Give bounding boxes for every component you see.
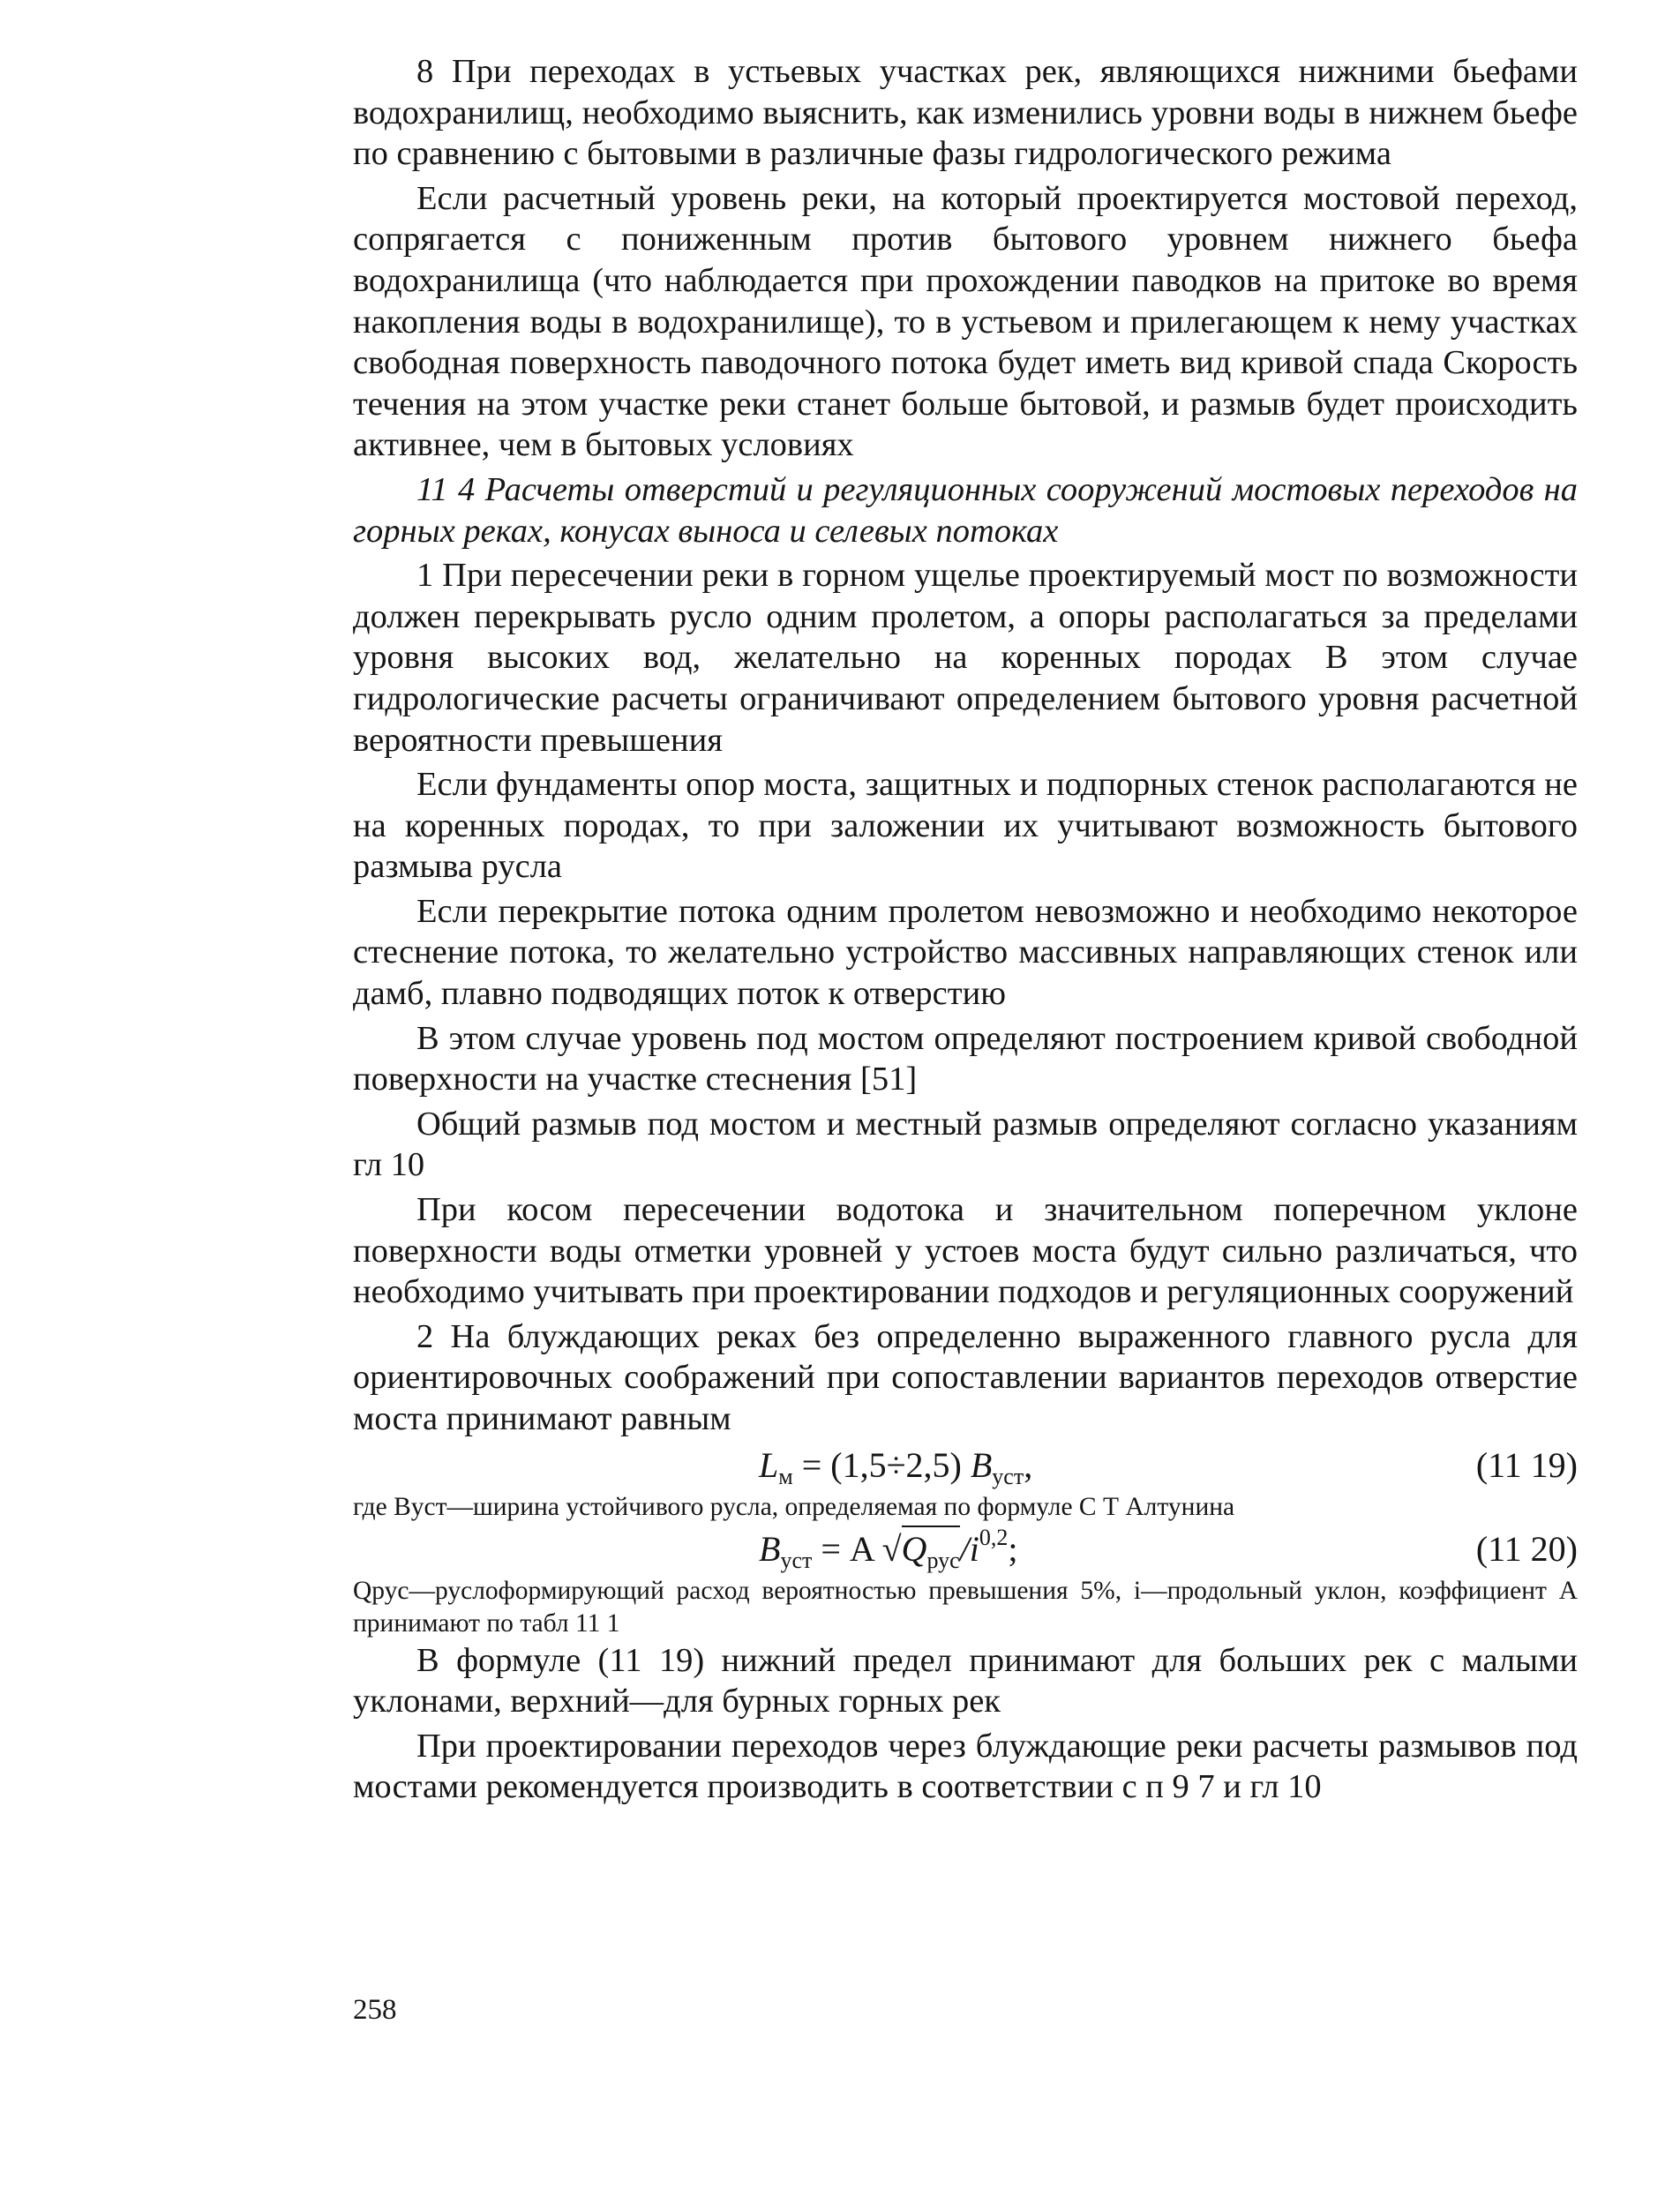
note-qrus: Qрус—руслоформирующий расход вероятностью превышения 5%, i—продольный уклон, коэффициент A принимают по табл 11 1 (353, 1576, 1578, 1638)
page-number: 258 (353, 1994, 397, 2026)
paragraph-level-under-bridge: В этом случае уровень под мостом определяют построением кривой свободной поверхности на участке стеснения [51] (353, 1019, 1578, 1098)
formula-11-20-number: (11 20) (1475, 1528, 1578, 1569)
paragraph-1: 1 При пересечении реки в горном ущелье проектируемый мост по возможности должен перекрывать русло одним пролетом, а опоры располагаться за пределами уровня высоких вод, желательно на коренных породах В этом случае гидрологические расчеты ограничивают определением бытового уровня расчетной вероятности превышения (353, 557, 1578, 759)
paragraph-2: 2 На блуждающих реках без определенно выраженного главного русла для ориентировочных соображений при сопоставлении вариантов переходов отверстие моста принимают равным (353, 1317, 1578, 1437)
note-bust: где Bуст—ширина устойчивого русла, определяемая по формуле С Т Алтунина (353, 1492, 1235, 1521)
page-body (353, 51, 1578, 1808)
paragraph-8: 8 При переходах в устьевых участках рек, являющихся нижними бьефами водохранилищ, необходимо выяснить, как изменились уровни воды в нижнем бьефе по сравнению с бытовыми в различные фазы гидрологического режима (353, 53, 1578, 173)
paragraph-overlap: Если перекрытие потока одним пролетом невозможно и необходимо некоторое стеснение потока, то желательно устройство массивных направляющих стенок или дамб, плавно подводящих поток к отверстию (353, 892, 1578, 1013)
paragraph-wandering-rivers: При проектировании переходов через блуждающие реки расчеты размывов под мостами рекомендуется производить в соответствии с п 9 7 и гл 10 (353, 1727, 1578, 1806)
paragraph-foundations: Если фундаменты опор моста, защитных и подпорных стенок располагаются не на коренных породах, то при заложении их учитывают возможность бытового размыва русла (353, 766, 1578, 886)
paragraph-formula-limits: В формуле (11 19) нижний предел принимают для больших рек с малыми уклонами, верхний—для бурных горных рек (353, 1641, 1578, 1720)
paragraph-oblique-crossing: При косом пересечении водотока и значительном поперечном уклоне поверхности воды отметки уровней у устоев моста будут сильно различаться, что необходимо учитывать при проектировании подходов и регуляционных сооружений (353, 1191, 1578, 1311)
formula-11-19 (353, 1445, 1578, 1491)
formula-11-20-expression: $B_{уст} = A$ $√Q_{рус}/i^{0,2}$; (759, 1524, 1018, 1573)
paragraph-scour: Общий размыв под мостом и местный размыв определяют согласно указаниям гл 10 (353, 1105, 1578, 1184)
formula-11-20 (353, 1524, 1578, 1575)
paragraph-level-note: Если расчетный уровень реки, на который проектируется мостовой переход, сопрягается с пониженным против бытового уровнем нижнего бьефа водохранилища (что наблюдается при прохождении паводков на притоке во время накопления воды в водохранилище), то в устьевом и прилегающем к нему участках свободная поверхность паводочного потока будет иметь вид кривой спада Скорость течения на этом участке реки станет больше бытовой, и размыв будет происходить активнее, чем в бытовых условиях (353, 179, 1578, 464)
section-heading: 11 4 Расчеты отверстий и регуляционных сооружений мостовых переходов на горных реках, конусах выноса и селевых потоках (353, 470, 1578, 550)
formula-11-19-expression: $L_м = (1,5\div 2,5)$ $B_{уст}$, (759, 1444, 1033, 1489)
formula-11-19-number: (11 19) (1475, 1444, 1578, 1485)
